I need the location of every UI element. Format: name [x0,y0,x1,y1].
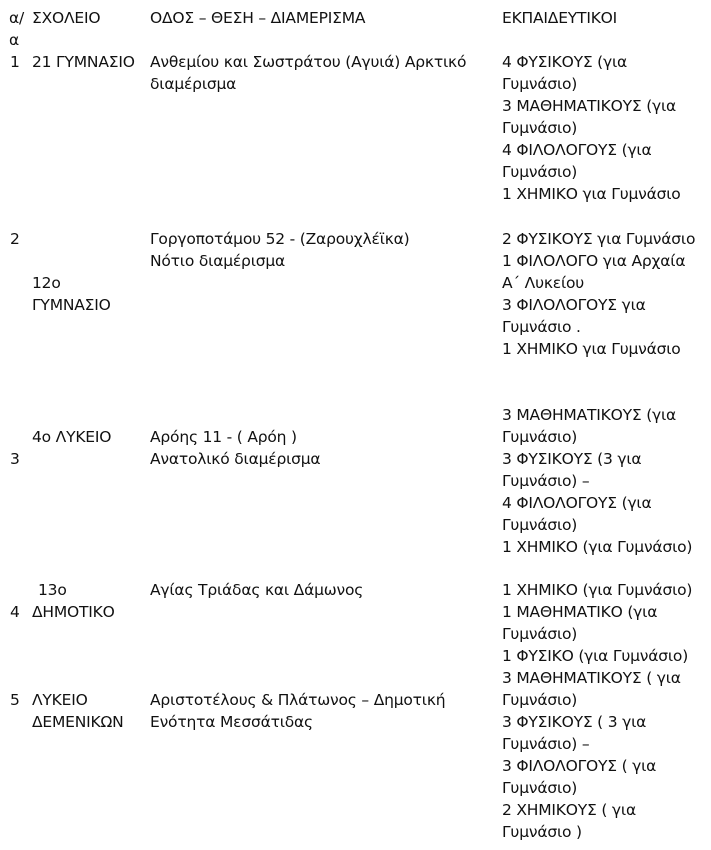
teacher-line: 1 ΧΗΜΙΚΟ για Γυμνάσιο [502,340,681,358]
row-number: 4 [10,603,20,621]
teacher-line: 3 ΜΑΘΗΜΑΤΙΚΟΥΣ (για [502,97,677,115]
teacher-line: 3 ΜΑΘΗΜΑΤΙΚΟΥΣ ( για [502,669,681,687]
teacher-line: 4 ΦΙΛΟΛΟΓΟΥΣ (για [502,494,652,512]
teacher-line: 1 ΧΗΜΙΚΟ για Γυμνάσιο [502,185,681,203]
address-line: Ενότητα Μεσσάτιδας [150,713,313,731]
row-number: 1 [10,53,20,71]
teacher-line: Γυμνάσιο ) [502,823,582,841]
teacher-line: Γυμνάσιο) [502,516,578,534]
header-aa-1: α/ [9,9,25,27]
teacher-line: Γυμνάσιο) [502,163,578,181]
teacher-line: Γυμνάσιο) [502,119,578,137]
header-address: ΟΔΟΣ – ΘΕΣΗ – ΔΙΑΜΕΡΙΣΜΑ [150,9,366,27]
teacher-line: Α΄ Λυκείου [502,274,585,292]
teacher-line: 1 ΧΗΜΙΚΟ (για Γυμνάσιο) [502,581,693,599]
teacher-line: 3 ΦΙΛΟΛΟΓΟΥΣ ( για [502,757,657,775]
teacher-line: 1 ΦΥΣΙΚΟ (για Γυμνάσιο) [502,647,689,665]
row-number: 2 [10,230,20,248]
address-line: Αριστοτέλους & Πλάτωνος – Δημοτική [150,691,446,709]
row-number: 3 [10,450,20,468]
school-name: ΛΥΚΕΙΟ [32,691,88,709]
school-name: 13ο [38,581,67,599]
teacher-line: 1 ΦΙΛΟΛΟΓΟ για Αρχαία [502,252,686,270]
school-name: ΔΕΜΕΝΙΚΩΝ [32,713,124,731]
school-name: 21 ΓΥΜΝΑΣΙΟ [32,53,135,71]
teacher-line: 1 ΧΗΜΙΚΟ (για Γυμνάσιο) [502,538,693,556]
teacher-line: 3 ΜΑΘΗΜΑΤΙΚΟΥΣ (για [502,406,677,424]
teacher-line: Γυμνάσιο) – [502,472,590,490]
address-line: Αρόης 11 - ( Αρόη ) [150,428,297,446]
address-line: Ανθεμίου και Σωστράτου (Αγυιά) Αρκτικό [150,53,467,71]
school-name: 4ο ΛΥΚΕΙΟ [32,428,112,446]
teacher-line: 3 ΦΙΛΟΛΟΓΟΥΣ για [502,296,646,314]
address-line: διαμέρισμα [150,75,237,93]
teacher-line: 4 ΦΥΣΙΚΟΥΣ (για [502,53,628,71]
school-name: 12ο [32,274,61,292]
teacher-line: Γυμνάσιο) – [502,735,590,753]
teacher-line: 3 ΦΥΣΙΚΟΥΣ (3 για [502,450,642,468]
teacher-line: 2 ΦΥΣΙΚΟΥΣ για Γυμνάσιο [502,230,696,248]
address-line: Γοργοποτάμου 52 - (Ζαρουχλέϊκα) [150,230,410,248]
school-name: ΓΥΜΝΑΣΙΟ [32,296,111,314]
teacher-line: 1 ΜΑΘΗΜΑΤΙΚΟ (για [502,603,658,621]
teacher-line: 2 ΧΗΜΙΚΟΥΣ ( για [502,801,636,819]
row-number: 5 [10,691,20,709]
teacher-line: Γυμνάσιο) [502,691,578,709]
address-line: Αγίας Τριάδας και Δάμωνος [150,581,364,599]
address-line: Νότιο διαμέρισμα [150,252,286,270]
teacher-line: Γυμνάσιο) [502,428,578,446]
teacher-line: 3 ΦΥΣΙΚΟΥΣ ( 3 για [502,713,647,731]
header-school: ΣΧΟΛΕΙΟ [32,9,101,27]
teacher-line: 4 ΦΙΛΟΛΟΓΟΥΣ (για [502,141,652,159]
teacher-line: Γυμνάσιο) [502,625,578,643]
address-line: Ανατολικό διαμέρισμα [150,450,321,468]
teacher-line: Γυμνάσιο . [502,318,581,336]
header-aa-2: α [9,31,20,49]
school-name: ΔΗΜΟΤΙΚΟ [32,603,115,621]
header-teachers: ΕΚΠΑΙΔΕΥΤΙΚΟΙ [502,9,618,27]
teacher-line: Γυμνάσιο) [502,75,578,93]
teacher-line: Γυμνάσιο) [502,779,578,797]
